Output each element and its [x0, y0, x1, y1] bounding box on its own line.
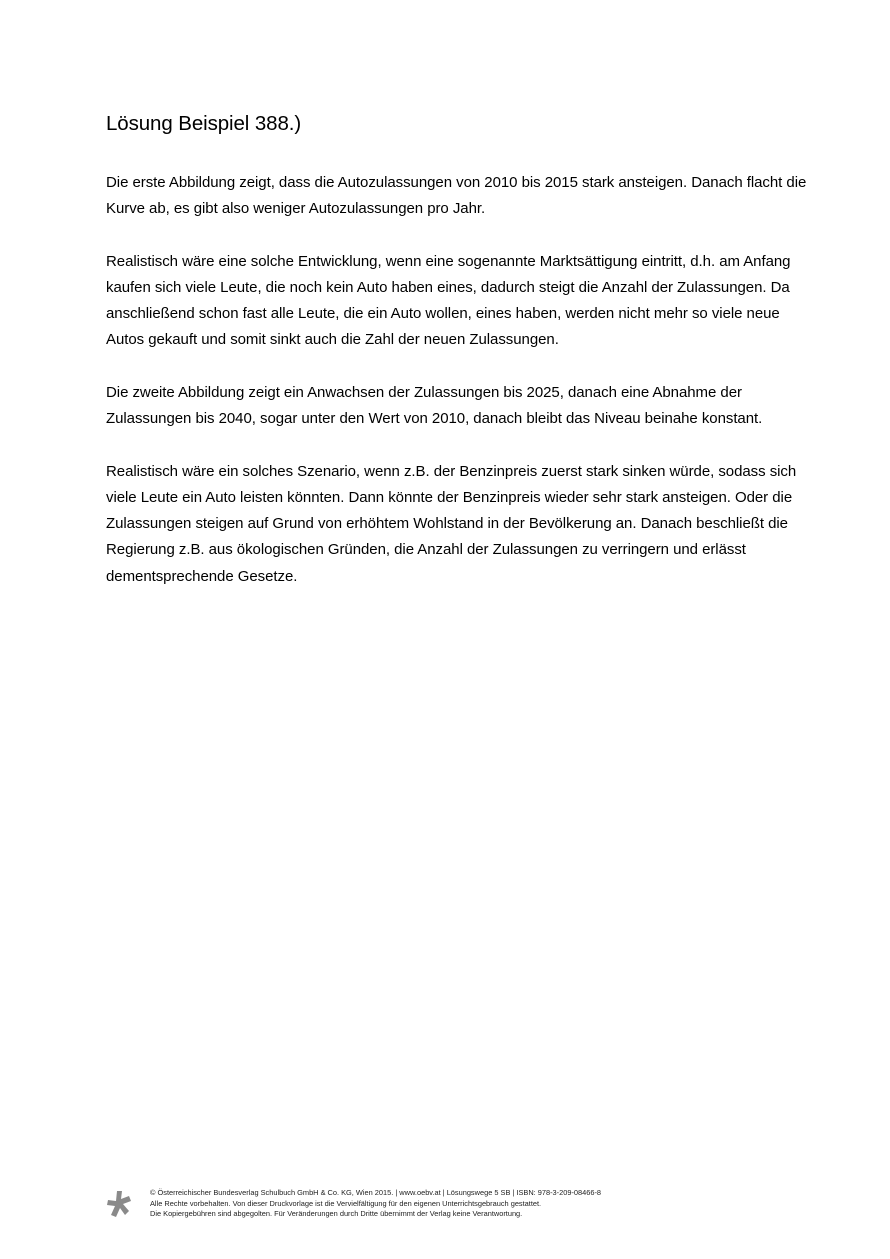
footer-line-2: Alle Rechte vorbehalten. Von dieser Druckvorlage ist die Vervielfältigung für den eigenen Unterrichtsgebrauch gestattet.	[150, 1198, 542, 1208]
paragraph-1: Die erste Abbildung zeigt, dass die Autozulassungen von 2010 bis 2015 stark ansteigen. Danach flacht die Kurve ab, es gibt also weniger Autozulassungen pro Jahr.	[106, 174, 807, 218]
footer-line-3: Die Kopiergebühren sind abgegolten. Für Veränderungen durch Dritte übernimmt der Verlag keine Verantwortung.	[150, 1209, 523, 1219]
document-body	[106, 170, 826, 616]
footer-copyright	[150, 1188, 601, 1220]
page-title: Lösung Beispiel 388.)	[106, 112, 302, 135]
page-footer	[106, 1188, 726, 1228]
publisher-logo-icon	[106, 1190, 134, 1220]
paragraph-3: Die zweite Abbildung zeigt ein Anwachsen der Zulassungen bis 2025, danach eine Abnahme der Zulassungen bis 2040, sogar unter den Wert von 2010, danach bleibt das Niveau beinahe konstant.	[106, 384, 763, 428]
footer-line-1: © Österreichischer Bundesverlag Schulbuch GmbH & Co. KG, Wien 2015. | www.oebv.at | Lösungswege 5 SB | ISBN: 978-3-209-08466-8	[150, 1188, 602, 1197]
paragraph-2: Realistisch wäre eine solche Entwicklung, wenn eine sogenannte Marktsättigung eintritt, d.h. am Anfang kaufen sich viele Leute, die noch kein Auto haben eines, dadurch steigt die Anzahl der Zulassungen. Da anschließend schon fast alle Leute, die ein Auto wollen, eines haben, werden nicht mehr so viele neue Autos gekauft und somit sinkt auch die Zahl der neuen Zulassungen.	[106, 252, 791, 349]
paragraph-4: Realistisch wäre ein solches Szenario, wenn z.B. der Benzinpreis zuerst stark sinken würde, sodass sich viele Leute ein Auto leisten könnten. Dann könnte der Benzinpreis wieder sehr stark ansteigen. Oder die Zulassungen steigen auf Grund von erhöhtem Wohlstand in der Bevölkerung an. Danach beschließt die Regierung z.B. aus ökologischen Gründen, die Anzahl der Zulassungen zu verringern und erlässt dementsprechende Gesetze.	[106, 462, 797, 585]
